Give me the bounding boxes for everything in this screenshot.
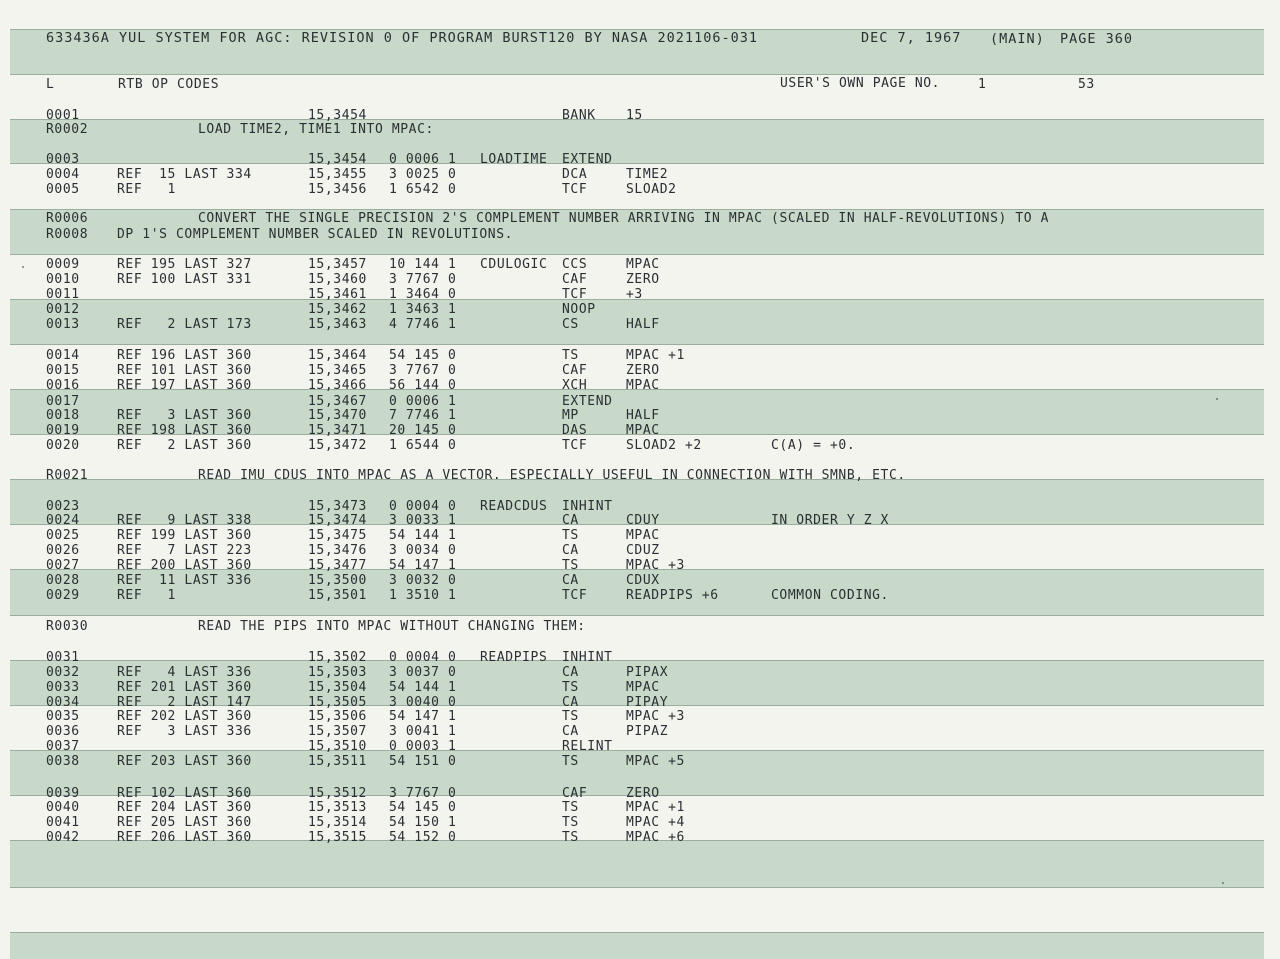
operand: MPAC: [626, 378, 660, 393]
octal-word: 54 152 0: [389, 830, 457, 845]
memory-address: 15,3463: [308, 317, 367, 332]
remark-text: READ THE PIPS INTO MPAC WITHOUT CHANGING THEM:: [198, 619, 586, 634]
line-number: 0017: [46, 394, 80, 409]
opcode: TCF: [562, 287, 588, 302]
cross-reference: REF 2 LAST 360: [117, 438, 252, 453]
opcode: MP: [562, 408, 579, 423]
listing-section: (MAIN): [990, 31, 1045, 47]
line-number: 0025: [46, 528, 80, 543]
stray-mark: [1222, 882, 1224, 884]
line-number: 0009: [46, 257, 80, 272]
line-number: 0037: [46, 739, 80, 754]
line-number: 0024: [46, 513, 80, 528]
line-number: 0027: [46, 558, 80, 573]
octal-word: 0 0006 1: [389, 152, 457, 167]
line-number: 0019: [46, 423, 80, 438]
band-rule: [10, 887, 1264, 888]
cross-reference: REF 195 LAST 327: [117, 257, 252, 272]
octal-word: 1 3463 1: [389, 302, 457, 317]
octal-word: 20 145 0: [389, 423, 457, 438]
line-number: 0028: [46, 573, 80, 588]
memory-address: 15,3503: [308, 665, 367, 680]
sheet-code: 53: [1078, 77, 1095, 92]
memory-address: 15,3464: [308, 348, 367, 363]
operand: MPAC: [626, 680, 660, 695]
line-number: 0033: [46, 680, 80, 695]
cross-reference: REF 3 LAST 336: [117, 724, 252, 739]
cross-reference: REF 203 LAST 360: [117, 754, 252, 769]
cross-reference: REF 11 LAST 336: [117, 573, 252, 588]
memory-address: 15,3510: [308, 739, 367, 754]
opcode: CAF: [562, 786, 588, 801]
line-number: 0039: [46, 786, 80, 801]
line-comment: IN ORDER Y Z X: [771, 513, 889, 528]
octal-word: 7 7746 1: [389, 408, 457, 423]
memory-address: 15,3515: [308, 830, 367, 845]
operand: MPAC +3: [626, 709, 685, 724]
octal-word: 54 151 0: [389, 754, 457, 769]
band-rule: [10, 254, 1264, 255]
opcode: CA: [562, 543, 579, 558]
operand: MPAC: [626, 423, 660, 438]
line-number: 0011: [46, 287, 80, 302]
line-number: 0004: [46, 167, 80, 182]
line-number: 0029: [46, 588, 80, 603]
memory-address: 15,3454: [308, 108, 367, 123]
octal-word: 0 0006 1: [389, 394, 457, 409]
opcode: TS: [562, 680, 579, 695]
opcode: CA: [562, 513, 579, 528]
line-number: 0031: [46, 650, 80, 665]
octal-word: 3 0034 0: [389, 543, 457, 558]
octal-word: 3 0033 1: [389, 513, 457, 528]
opcode: NOOP: [562, 302, 596, 317]
opcode: TS: [562, 830, 579, 845]
memory-address: 15,3454: [308, 152, 367, 167]
memory-address: 15,3466: [308, 378, 367, 393]
cross-reference: REF 204 LAST 360: [117, 800, 252, 815]
memory-address: 15,3505: [308, 695, 367, 710]
opcode: CA: [562, 573, 579, 588]
memory-address: 15,3476: [308, 543, 367, 558]
memory-address: 15,3504: [308, 680, 367, 695]
memory-address: 15,3477: [308, 558, 367, 573]
line-number: R0030: [46, 619, 89, 634]
remark-text: READ IMU CDUS INTO MPAC AS A VECTOR. ESPECIALLY USEFUL IN CONNECTION WITH SMNB, ETC.: [198, 468, 906, 483]
cross-reference: REF 2 LAST 173: [117, 317, 252, 332]
memory-address: 15,3456: [308, 182, 367, 197]
octal-word: 3 0041 1: [389, 724, 457, 739]
octal-word: 0 0004 0: [389, 650, 457, 665]
line-number: 0016: [46, 378, 80, 393]
cross-reference: REF 7 LAST 223: [117, 543, 252, 558]
memory-address: 15,3475: [308, 528, 367, 543]
remark-text: LOAD TIME2, TIME1 INTO MPAC:: [198, 122, 434, 137]
line-number: 0012: [46, 302, 80, 317]
line-number: 0005: [46, 182, 80, 197]
octal-word: 1 3510 1: [389, 588, 457, 603]
operand: SLOAD2: [626, 182, 677, 197]
octal-word: 3 7767 0: [389, 272, 457, 287]
octal-word: 3 0032 0: [389, 573, 457, 588]
memory-address: 15,3457: [308, 257, 367, 272]
symbol-label: READCDUS: [480, 499, 548, 514]
octal-word: 1 6542 0: [389, 182, 457, 197]
operand: TIME2: [626, 167, 669, 182]
memory-address: 15,3507: [308, 724, 367, 739]
symbol-label: LOADTIME: [480, 152, 548, 167]
cross-reference: REF 3 LAST 360: [117, 408, 252, 423]
cross-reference: REF 201 LAST 360: [117, 680, 252, 695]
cross-reference: REF 199 LAST 360: [117, 528, 252, 543]
cross-reference: REF 100 LAST 331: [117, 272, 252, 287]
memory-address: 15,3511: [308, 754, 367, 769]
green-band: [10, 840, 1264, 887]
operand: PIPAZ: [626, 724, 669, 739]
green-band: [10, 932, 1264, 959]
line-number: 0041: [46, 815, 80, 830]
operand: MPAC +4: [626, 815, 685, 830]
line-number: 0038: [46, 754, 80, 769]
octal-word: 10 144 1: [389, 257, 457, 272]
octal-word: 54 144 1: [389, 528, 457, 543]
stray-mark: [1216, 398, 1218, 400]
stray-mark: [22, 266, 24, 268]
operand: ZERO: [626, 786, 660, 801]
operand: PIPAY: [626, 695, 669, 710]
line-number: 0013: [46, 317, 80, 332]
listing-title: 633436A YUL SYSTEM FOR AGC: REVISION 0 OF PROGRAM BURST120 BY NASA 2021106-031: [46, 30, 758, 46]
listing-date: DEC 7, 1967: [861, 30, 962, 46]
operand: SLOAD2 +2: [626, 438, 702, 453]
band-rule: [10, 209, 1264, 210]
cross-reference: REF 1: [117, 588, 176, 603]
cross-reference: REF 198 LAST 360: [117, 423, 252, 438]
operand: MPAC +6: [626, 830, 685, 845]
band-rule: [10, 615, 1264, 616]
octal-word: 54 147 1: [389, 709, 457, 724]
line-number: 0001: [46, 108, 80, 123]
line-number: 0034: [46, 695, 80, 710]
memory-address: 15,3514: [308, 815, 367, 830]
operand: CDUY: [626, 513, 660, 528]
line-number: 0036: [46, 724, 80, 739]
memory-address: 15,3467: [308, 394, 367, 409]
remark-text: CONVERT THE SINGLE PRECISION 2'S COMPLEMENT NUMBER ARRIVING IN MPAC (SCALED IN HALF-REVOLUTIONS) TO A: [198, 211, 1050, 226]
opcode: INHINT: [562, 499, 613, 514]
line-number: 0003: [46, 152, 80, 167]
line-number: R0021: [46, 468, 89, 483]
octal-word: 3 7767 0: [389, 786, 457, 801]
opcode: XCH: [562, 378, 588, 393]
operand: ZERO: [626, 363, 660, 378]
operand: MPAC +3: [626, 558, 685, 573]
octal-word: 3 7767 0: [389, 363, 457, 378]
cross-reference: REF 200 LAST 360: [117, 558, 252, 573]
line-number: 0023: [46, 499, 80, 514]
operand: HALF: [626, 408, 660, 423]
line-number: 0032: [46, 665, 80, 680]
memory-address: 15,3471: [308, 423, 367, 438]
octal-word: 3 0040 0: [389, 695, 457, 710]
opcode: EXTEND: [562, 152, 613, 167]
memory-address: 15,3460: [308, 272, 367, 287]
octal-word: 1 6544 0: [389, 438, 457, 453]
memory-address: 15,3472: [308, 438, 367, 453]
line-number: 0014: [46, 348, 80, 363]
octal-word: 54 145 0: [389, 800, 457, 815]
memory-address: 15,3500: [308, 573, 367, 588]
opcode: CS: [562, 317, 579, 332]
symbol-label: READPIPS: [480, 650, 548, 665]
opcode: TCF: [562, 588, 588, 603]
line-number: 0018: [46, 408, 80, 423]
opcode: TS: [562, 709, 579, 724]
line-number: 0015: [46, 363, 80, 378]
opcode: CAF: [562, 363, 588, 378]
line-number: R0006: [46, 211, 89, 226]
octal-word: 54 147 1: [389, 558, 457, 573]
operand: CDUZ: [626, 543, 660, 558]
listing-flag: L: [46, 77, 55, 92]
operand: CDUX: [626, 573, 660, 588]
cross-reference: REF 2 LAST 147: [117, 695, 252, 710]
opcode: CAF: [562, 272, 588, 287]
cross-reference: REF 101 LAST 360: [117, 363, 252, 378]
memory-address: 15,3513: [308, 800, 367, 815]
octal-word: 4 7746 1: [389, 317, 457, 332]
opcode: TS: [562, 800, 579, 815]
memory-address: 15,3502: [308, 650, 367, 665]
users-page-label: USER'S OWN PAGE NO.: [780, 76, 941, 91]
users-page-number: 1: [978, 77, 987, 92]
band-rule: [10, 344, 1264, 345]
octal-word: 56 144 0: [389, 378, 457, 393]
memory-address: 15,3512: [308, 786, 367, 801]
line-number: 0026: [46, 543, 80, 558]
operand: MPAC +5: [626, 754, 685, 769]
memory-address: 15,3462: [308, 302, 367, 317]
band-rule: [10, 74, 1264, 75]
memory-address: 15,3455: [308, 167, 367, 182]
memory-address: 15,3506: [308, 709, 367, 724]
operand: MPAC: [626, 257, 660, 272]
opcode: TS: [562, 815, 579, 830]
cross-reference: REF 102 LAST 360: [117, 786, 252, 801]
remark-text: DP 1'S COMPLEMENT NUMBER SCALED IN REVOLUTIONS.: [117, 227, 514, 242]
line-number: 0042: [46, 830, 80, 845]
cross-reference: REF 1: [117, 182, 176, 197]
opcode: TS: [562, 528, 579, 543]
band-rule: [10, 932, 1264, 933]
line-number: R0002: [46, 122, 89, 137]
memory-address: 15,3473: [308, 499, 367, 514]
opcode: TS: [562, 558, 579, 573]
symbol-label: CDULOGIC: [480, 257, 548, 272]
octal-word: 54 144 1: [389, 680, 457, 695]
log-section-name: RTB OP CODES: [118, 77, 220, 92]
line-number: 0040: [46, 800, 80, 815]
octal-word: 54 145 0: [389, 348, 457, 363]
operand: ZERO: [626, 272, 660, 287]
octal-word: 1 3464 0: [389, 287, 457, 302]
opcode: CA: [562, 724, 579, 739]
opcode: TS: [562, 754, 579, 769]
memory-address: 15,3470: [308, 408, 367, 423]
opcode: INHINT: [562, 650, 613, 665]
octal-word: 3 0025 0: [389, 167, 457, 182]
opcode: CA: [562, 665, 579, 680]
band-rule: [10, 660, 1264, 661]
operand: HALF: [626, 317, 660, 332]
band-rule: [10, 163, 1264, 164]
octal-word: 0 0003 1: [389, 739, 457, 754]
opcode: TCF: [562, 182, 588, 197]
octal-word: 54 150 1: [389, 815, 457, 830]
cross-reference: REF 197 LAST 360: [117, 378, 252, 393]
operand: MPAC: [626, 528, 660, 543]
line-number: 0020: [46, 438, 80, 453]
cross-reference: REF 205 LAST 360: [117, 815, 252, 830]
memory-address: 15,3501: [308, 588, 367, 603]
opcode: DCA: [562, 167, 588, 182]
opcode: RELINT: [562, 739, 613, 754]
operand: MPAC +1: [626, 348, 685, 363]
memory-address: 15,3465: [308, 363, 367, 378]
cross-reference: REF 202 LAST 360: [117, 709, 252, 724]
operand: PIPAX: [626, 665, 669, 680]
operand: MPAC +1: [626, 800, 685, 815]
operand: +3: [626, 287, 643, 302]
octal-word: 0 0004 0: [389, 499, 457, 514]
memory-address: 15,3461: [308, 287, 367, 302]
band-rule: [10, 750, 1264, 751]
opcode: CA: [562, 695, 579, 710]
line-number: 0035: [46, 709, 80, 724]
cross-reference: REF 206 LAST 360: [117, 830, 252, 845]
opcode: TCF: [562, 438, 588, 453]
opcode: DAS: [562, 423, 588, 438]
opcode: EXTEND: [562, 394, 613, 409]
memory-address: 15,3474: [308, 513, 367, 528]
cross-reference: REF 9 LAST 338: [117, 513, 252, 528]
page-number: PAGE 360: [1060, 31, 1134, 47]
opcode: BANK: [562, 108, 596, 123]
opcode: CCS: [562, 257, 588, 272]
line-number: 0010: [46, 272, 80, 287]
cross-reference: REF 4 LAST 336: [117, 665, 252, 680]
cross-reference: REF 196 LAST 360: [117, 348, 252, 363]
octal-word: 3 0037 0: [389, 665, 457, 680]
line-comment: C(A) = +0.: [771, 438, 856, 453]
cross-reference: REF 15 LAST 334: [117, 167, 252, 182]
operand: READPIPS +6: [626, 588, 719, 603]
opcode: TS: [562, 348, 579, 363]
line-number: R0008: [46, 227, 89, 242]
operand: 15: [626, 108, 643, 123]
line-comment: COMMON CODING.: [771, 588, 889, 603]
